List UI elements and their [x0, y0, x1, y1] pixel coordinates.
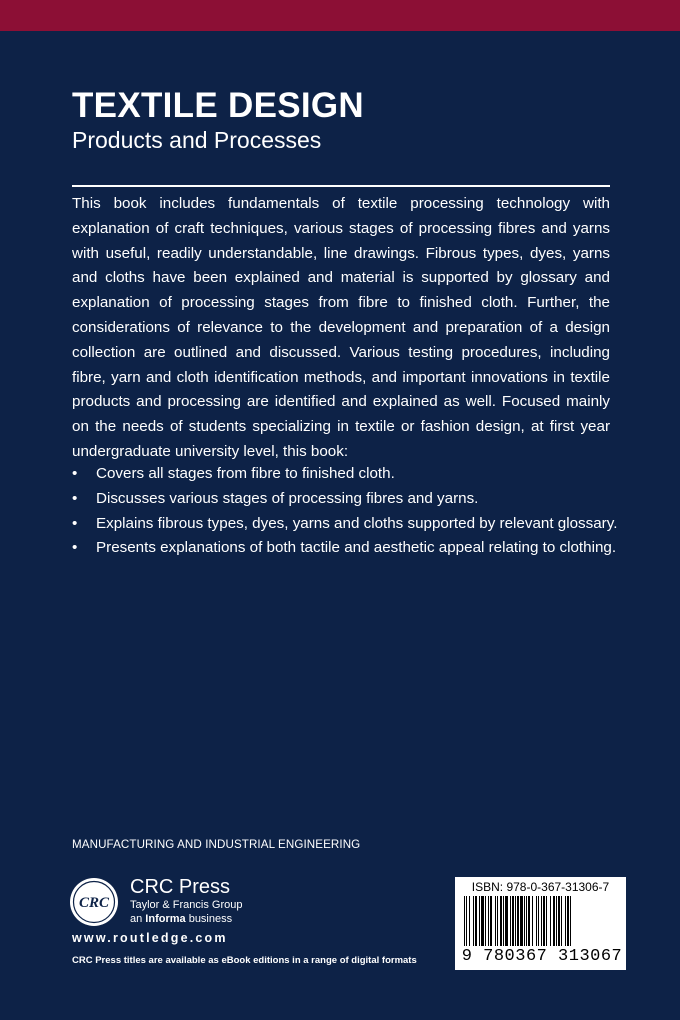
feature-item: • Explains fibrous types, dyes, yarns and cloths supported by relevant glossary.: [72, 512, 632, 537]
informa-suffix: business: [185, 913, 233, 925]
ebook-note: CRC Press titles are available as eBook editions in a range of digital formats: [72, 955, 417, 966]
barcode-panel: [455, 877, 626, 970]
publisher-group: Taylor & Francis Group: [130, 899, 243, 911]
top-color-band: [0, 0, 680, 31]
series-label: MANUFACTURING AND INDUSTRIAL ENGINEERING: [72, 838, 361, 851]
feature-item: • Discusses various stages of processing fibres and yarns.: [72, 487, 632, 512]
informa-prefix: an: [130, 913, 146, 925]
feature-item: • Covers all stages from fibre to finished cloth.: [72, 462, 632, 487]
publisher-name: CRC Press: [130, 876, 231, 898]
crc-logo-text: CRC: [78, 895, 110, 911]
title-divider: [72, 185, 610, 187]
crc-press-logo: [69, 877, 119, 927]
feature-item: • Presents explanations of both tactile and aesthetic appeal relating to clothing.: [72, 536, 632, 561]
ean-digits: 9 780367 313067: [461, 947, 623, 966]
book-subtitle: Products and Processes: [72, 127, 322, 153]
book-title: TEXTILE DESIGN: [72, 86, 365, 125]
publisher-block: [130, 876, 242, 926]
barcode-bars: [464, 896, 617, 946]
informa-line: [130, 912, 242, 926]
book-description: This book includes fundamentals of textile processing technology with explanation of craft techniques, various stages of processing fibres and yarns with useful, readily understandable, line drawings. Fibrous types, dyes, yarns and cloths have been explained and material is supported by glossary and explanation of processing stages from fibre to finished cloth. Further, the considerations of relevance to the development and preparation of a design collection are outlined and discussed. Various testing procedures, including fibre, yarn and cloth identification methods, and important innovations in textile products and processing are identified and explained as well. Focused mainly on the needs of students specializing in textile or fashion design, at first year undergraduate university level, this book:: [72, 195, 610, 460]
website-link[interactable]: www.routledge.com: [72, 931, 228, 945]
feature-list: [72, 462, 632, 561]
isbn-number: ISBN: 978-0-367-31306-7: [471, 880, 610, 894]
informa-name: Informa: [145, 913, 186, 925]
